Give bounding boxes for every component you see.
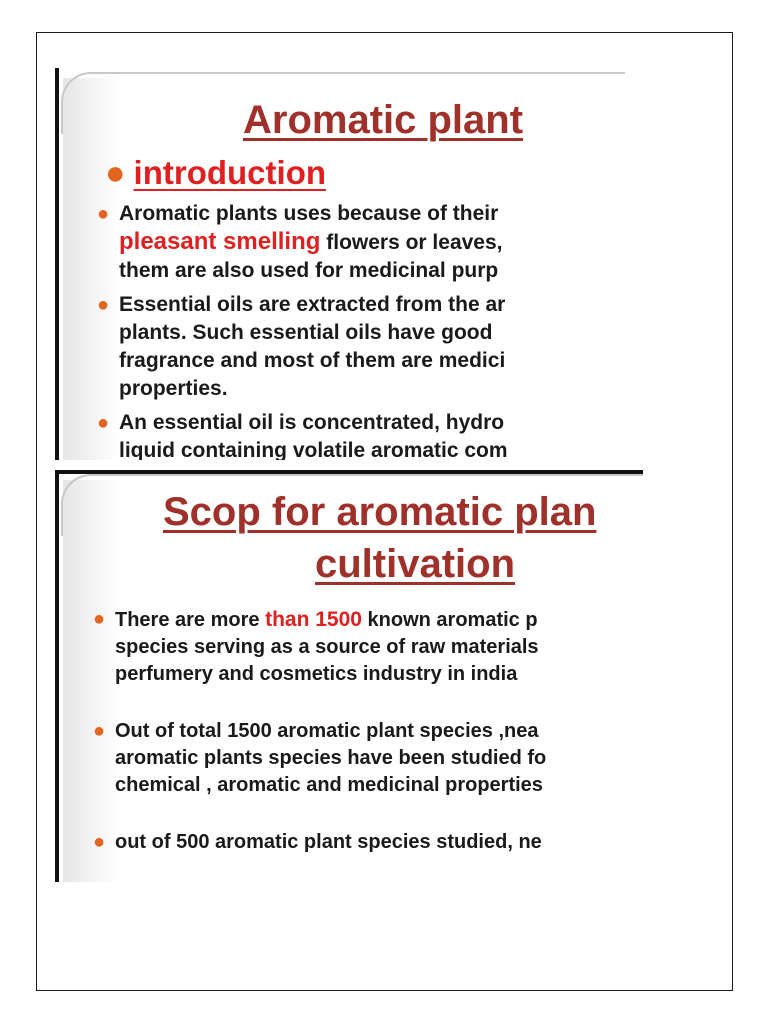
- slide-aromatic-plant: [55, 68, 625, 460]
- bullet-line: plants. Such essential oils have good: [119, 321, 493, 344]
- slide-left-border: [55, 470, 59, 882]
- slide-title-line: cultivation: [315, 542, 516, 586]
- slide-title-line: Scop for aromatic plan: [163, 490, 597, 534]
- bullet-list: [91, 606, 643, 882]
- bullet-line: liquid containing volatile aromatic com: [119, 439, 508, 460]
- bullet-text: There are more: [115, 609, 266, 631]
- bullet-line: [115, 606, 643, 634]
- bullet-item: [91, 606, 643, 688]
- bullet-item: [95, 200, 625, 285]
- bullet-item: [91, 718, 643, 799]
- bullet-dot-icon: ●: [97, 412, 110, 434]
- bullet-dot-icon: ●: [93, 831, 106, 853]
- bullet-line: species serving as a source of raw materials: [115, 636, 539, 658]
- intro-heading: [105, 154, 326, 193]
- bullet-text: flowers or leaves,: [320, 231, 503, 254]
- bullet-line: perfumery and cosmetics industry in india: [115, 663, 518, 685]
- bullet-dot-icon: ●: [93, 608, 106, 630]
- slide-title: [163, 486, 643, 590]
- slide-left-border: [55, 68, 59, 460]
- bullet-list: [95, 200, 625, 460]
- slide-title: Aromatic plant: [243, 98, 524, 142]
- slide-scope-cultivation: [55, 470, 643, 882]
- bullet-line: An essential oil is concentrated, hydro: [119, 411, 505, 434]
- bullet-dot-icon: ●: [93, 720, 106, 742]
- bullet-line: Essential oils are extracted from the ar: [119, 293, 506, 316]
- bullet-item: [95, 291, 625, 403]
- bullet-line: properties.: [119, 377, 228, 400]
- intro-text: introduction: [133, 154, 327, 191]
- bullet-item: [95, 409, 625, 460]
- bullet-line: chemical , aromatic and medicinal properties: [115, 774, 543, 796]
- highlight-text: than 1500: [265, 608, 362, 631]
- bullet-line: aromatic plants species have been studied fo: [115, 747, 547, 769]
- bullet-line: fragrance and most of them are medici: [119, 349, 506, 372]
- bullet-line: [119, 228, 625, 257]
- bullet-item: [91, 829, 643, 856]
- highlight-text: pleasant smelling: [119, 228, 321, 255]
- bullet-text: known aromatic p: [361, 609, 538, 631]
- bullet-line: out of 500 aromatic plant species studied, ne: [115, 831, 542, 853]
- bullet-line: Aromatic plants uses because of their: [119, 202, 499, 225]
- slide-top-border: [55, 470, 643, 474]
- bullet-dot-icon: ●: [97, 294, 110, 316]
- bullet-dot-icon: ●: [97, 203, 110, 225]
- bullet-line: Out of total 1500 aromatic plant species ,nea: [115, 720, 539, 742]
- bullet-dot-icon: ●: [105, 154, 126, 192]
- bullet-line: them are also used for medicinal purp: [119, 259, 499, 282]
